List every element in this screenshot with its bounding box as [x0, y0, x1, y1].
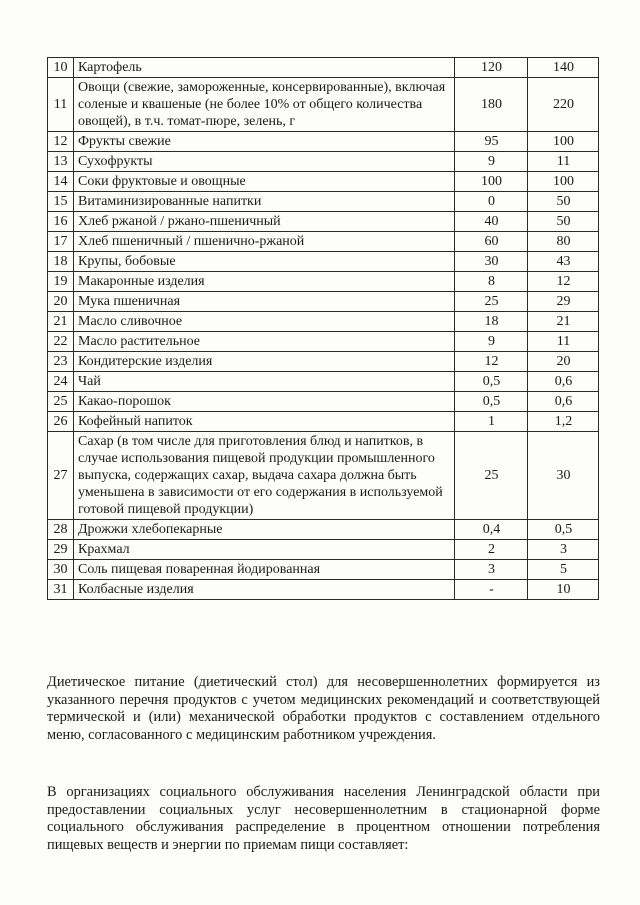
norm-value-1: -	[455, 580, 528, 600]
table-row	[48, 172, 599, 192]
table-row	[48, 252, 599, 272]
product-name: Соль пищевая поваренная йодированная	[74, 560, 455, 580]
row-number: 25	[48, 392, 74, 412]
table-row	[48, 412, 599, 432]
product-name: Хлеб пшеничный / пшенично-ржаной	[74, 232, 455, 252]
norm-value-2: 11	[528, 332, 599, 352]
row-number: 28	[48, 520, 74, 540]
table-row	[48, 372, 599, 392]
norm-value-2: 0,6	[528, 372, 599, 392]
norm-value-2: 30	[528, 432, 599, 520]
norm-value-1: 25	[455, 292, 528, 312]
product-name: Масло растительное	[74, 332, 455, 352]
table-row	[48, 192, 599, 212]
table-row	[48, 312, 599, 332]
row-number: 21	[48, 312, 74, 332]
product-name: Соки фруктовые и овощные	[74, 172, 455, 192]
norm-value-2: 0,5	[528, 520, 599, 540]
product-name: Крупы, бобовые	[74, 252, 455, 272]
product-name: Мука пшеничная	[74, 292, 455, 312]
product-name: Овощи (свежие, замороженные, консервированные), включая соленые и квашеные (не более 10% от общего количества овощей), в т.ч. томат-пюре, зелень, г	[74, 78, 455, 132]
norm-value-1: 9	[455, 332, 528, 352]
norm-value-1: 3	[455, 560, 528, 580]
row-number: 29	[48, 540, 74, 560]
product-name: Картофель	[74, 58, 455, 78]
table-row	[48, 432, 599, 520]
norm-value-2: 11	[528, 152, 599, 172]
norm-value-1: 0	[455, 192, 528, 212]
row-number: 22	[48, 332, 74, 352]
norm-value-2: 80	[528, 232, 599, 252]
table-row	[48, 58, 599, 78]
norm-value-2: 100	[528, 172, 599, 192]
row-number: 14	[48, 172, 74, 192]
table-row	[48, 352, 599, 372]
row-number: 12	[48, 132, 74, 152]
norm-value-2: 3	[528, 540, 599, 560]
norm-value-2: 140	[528, 58, 599, 78]
row-number: 20	[48, 292, 74, 312]
norm-value-2: 50	[528, 212, 599, 232]
row-number: 19	[48, 272, 74, 292]
table-row	[48, 332, 599, 352]
table-row	[48, 560, 599, 580]
product-name: Кофейный напиток	[74, 412, 455, 432]
product-name: Сухофрукты	[74, 152, 455, 172]
norm-value-2: 5	[528, 560, 599, 580]
table-row	[48, 212, 599, 232]
norm-value-1: 30	[455, 252, 528, 272]
product-name: Сахар (в том числе для приготовления блюд и напитков, в случае использования пищевой продукции промышленного выпуска, содержащих сахар, выдача сахара должна быть уменьшена в зависимости от его содержания в используемой готовой пищевой продукции)	[74, 432, 455, 520]
product-name: Хлеб ржаной / ржано-пшеничный	[74, 212, 455, 232]
row-number: 10	[48, 58, 74, 78]
row-number: 24	[48, 372, 74, 392]
food-norms-table-body	[48, 58, 599, 600]
table-row	[48, 520, 599, 540]
norm-value-2: 220	[528, 78, 599, 132]
distribution-paragraph: В организациях социального обслуживания населения Ленинградской области при предоставлении социальных услуг несовершеннолетним в стационарной форме социального обслуживания распределение в процентном отношении потребления пищевых веществ и энергии по приемам пищи составляет:	[47, 784, 600, 853]
table-row	[48, 392, 599, 412]
product-name: Витаминизированные напитки	[74, 192, 455, 212]
product-name: Дрожжи хлебопекарные	[74, 520, 455, 540]
table-row	[48, 152, 599, 172]
product-name: Макаронные изделия	[74, 272, 455, 292]
norm-value-1: 0,5	[455, 372, 528, 392]
table-row	[48, 540, 599, 560]
row-number: 16	[48, 212, 74, 232]
table-row	[48, 78, 599, 132]
row-number: 31	[48, 580, 74, 600]
norm-value-2: 0,6	[528, 392, 599, 412]
row-number: 11	[48, 78, 74, 132]
norm-value-2: 29	[528, 292, 599, 312]
norm-value-1: 1	[455, 412, 528, 432]
row-number: 27	[48, 432, 74, 520]
row-number: 26	[48, 412, 74, 432]
product-name: Какао-порошок	[74, 392, 455, 412]
norm-value-1: 2	[455, 540, 528, 560]
row-number: 13	[48, 152, 74, 172]
norm-value-2: 10	[528, 580, 599, 600]
table-row	[48, 292, 599, 312]
row-number: 23	[48, 352, 74, 372]
product-name: Кондитерские изделия	[74, 352, 455, 372]
norm-value-1: 180	[455, 78, 528, 132]
norm-value-1: 40	[455, 212, 528, 232]
product-name: Крахмал	[74, 540, 455, 560]
table-row	[48, 132, 599, 152]
row-number: 15	[48, 192, 74, 212]
norm-value-2: 100	[528, 132, 599, 152]
norm-value-1: 0,5	[455, 392, 528, 412]
norm-value-2: 1,2	[528, 412, 599, 432]
norm-value-1: 0,4	[455, 520, 528, 540]
norm-value-1: 95	[455, 132, 528, 152]
food-norms-table	[47, 57, 599, 600]
norm-value-1: 18	[455, 312, 528, 332]
norm-value-1: 8	[455, 272, 528, 292]
norm-value-1: 12	[455, 352, 528, 372]
product-name: Масло сливочное	[74, 312, 455, 332]
norm-value-2: 21	[528, 312, 599, 332]
norm-value-1: 9	[455, 152, 528, 172]
row-number: 18	[48, 252, 74, 272]
norm-value-2: 20	[528, 352, 599, 372]
norm-value-1: 100	[455, 172, 528, 192]
norm-value-1: 60	[455, 232, 528, 252]
row-number: 30	[48, 560, 74, 580]
norm-value-2: 12	[528, 272, 599, 292]
row-number: 17	[48, 232, 74, 252]
norm-value-2: 43	[528, 252, 599, 272]
norm-value-2: 50	[528, 192, 599, 212]
product-name: Колбасные изделия	[74, 580, 455, 600]
table-row	[48, 272, 599, 292]
table-row	[48, 232, 599, 252]
table-row	[48, 580, 599, 600]
product-name: Фрукты свежие	[74, 132, 455, 152]
diet-paragraph: Диетическое питание (диетический стол) для несовершеннолетних формируется из указанного перечня продуктов с учетом медицинских рекомендаций и соответствующей термической и (или) механической обработки продуктов с составлением отдельного меню, согласованного с медицинским работником учреждения.	[47, 674, 600, 743]
norm-value-1: 25	[455, 432, 528, 520]
norm-value-1: 120	[455, 58, 528, 78]
product-name: Чай	[74, 372, 455, 392]
